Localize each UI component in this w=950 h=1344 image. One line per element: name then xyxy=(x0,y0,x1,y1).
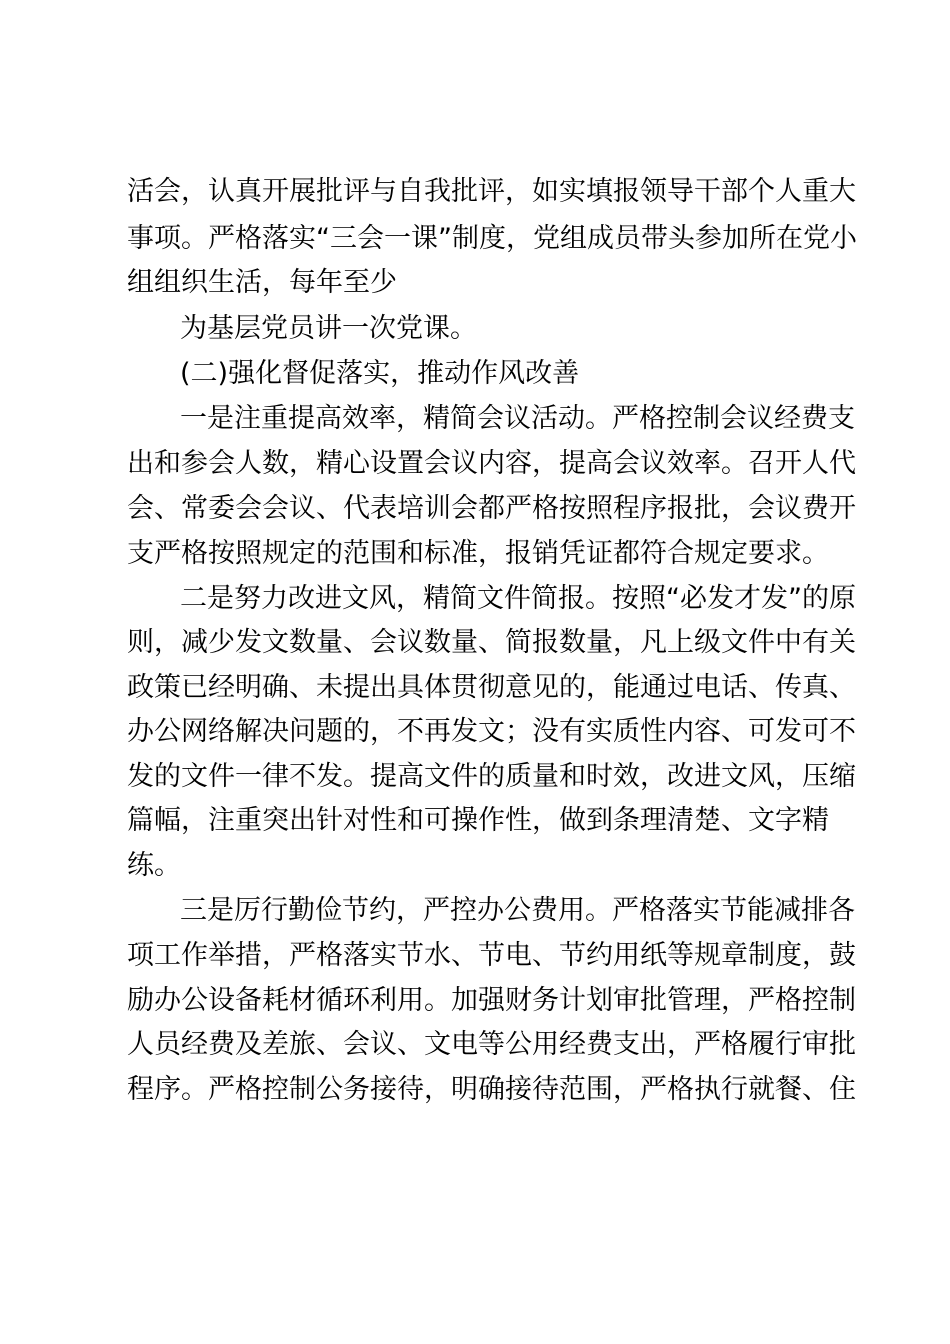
text-line: 程序。严格控制公务接待，明确接待范围，严格执行就餐、住 xyxy=(127,1074,856,1105)
text-line: 项工作举措，严格落实节水、节电、节约用纸等规章制度，鼓 xyxy=(127,940,856,971)
text-line: 支严格按照规定的范围和标准，报销凭证都符合规定要求。 xyxy=(127,538,829,569)
paragraph-start: 二是努力改进文风，精简文件简报。按照“必发才发”的原 xyxy=(180,583,856,614)
text-line: 办公网络解决问题的，不再发文；没有实质性内容、可发可不 xyxy=(127,716,856,747)
text-line: 励办公设备耗材循环利用。加强财务计划审批管理，严格控制 xyxy=(127,985,856,1016)
paragraph-start: 三是厉行勤俭节约，严控办公费用。严格落实节能减排各 xyxy=(180,895,855,926)
text-line: 篇幅，注重突出针对性和可操作性，做到条理清楚、文字精 xyxy=(127,805,829,836)
text-line: 活会，认真开展批评与自我批评，如实填报领导干部个人重大 xyxy=(127,176,856,207)
text-line: 人员经费及差旅、会议、文电等公用经费支出，严格履行审批 xyxy=(127,1029,856,1060)
text-line: 为基层党员讲一次党课。 xyxy=(180,313,477,344)
text-line: 练。 xyxy=(127,850,181,881)
paragraph-start: 一是注重提高效率，精简会议活动。严格控制会议经费支 xyxy=(180,403,855,434)
section-heading: (二)强化督促落实，推动作风改善 xyxy=(180,358,580,389)
text-line: 会、常委会会议、代表培训会都严格按照程序报批，会议费开 xyxy=(127,493,856,524)
text-line: 事项。严格落实“三会一课”制度，党组成员带头参加所在党小 xyxy=(127,223,857,254)
text-line: 政策已经明确、未提出具体贯彻意见的，能通过电话、传真、 xyxy=(127,672,856,703)
text-line: 出和参会人数，精心设置会议内容，提高会议效率。召开人代 xyxy=(127,448,856,479)
text-line: 发的文件一律不发。提高文件的质量和时效，改进文风，压缩 xyxy=(127,761,856,792)
text-line: 则，减少发文数量、会议数量、简报数量，凡上级文件中有关 xyxy=(127,627,856,658)
text-line: 组组织生活，每年至少 xyxy=(127,267,397,298)
